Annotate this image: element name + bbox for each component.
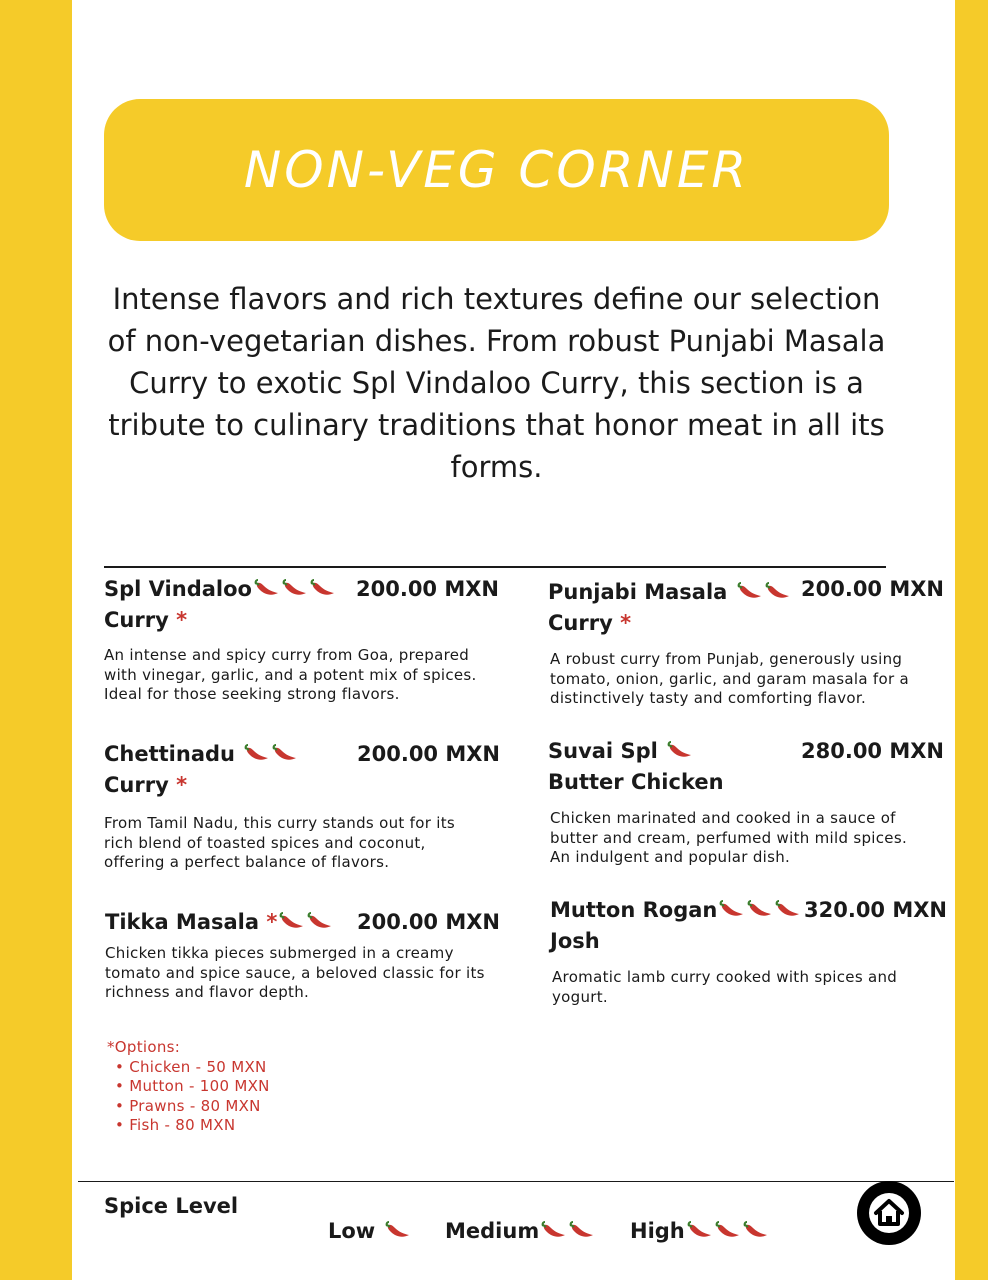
chili-pepper-icon [747,896,773,926]
option-item: • Chicken - 50 MXN [115,1058,270,1078]
item-name: Chettinadu Curry * [104,739,298,800]
bottom-divider [78,1181,954,1182]
item-price: 200.00 MXN [801,577,945,601]
options-list [107,1058,270,1136]
chili-pepper-icon [541,1220,567,1244]
item-description: An intense and spicy curry from Goa, prepared with vinegar, garlic, and a potent mix of spices. Ideal for those seeking strong flavors. [104,646,477,703]
item-description: Chicken marinated and cooked in a sauce of butter and cream, perfumed with mild spices. An indulgent and popular dish. [550,809,908,866]
item-price: 200.00 MXN [356,577,500,601]
menu-item-spl-vindaloo [104,574,500,714]
top-divider [104,566,886,568]
item-name: Suvai Spl Butter Chicken [548,739,724,794]
home-button[interactable] [857,1181,921,1245]
chili-pepper-icon [715,1220,741,1244]
menu-item-chettinadu [104,739,501,879]
options-title: *Options: [107,1038,181,1056]
chili-pepper-icon [765,578,791,608]
chili-pepper-icon [279,908,305,938]
chili-rating [242,742,298,766]
chili-pepper-icon [719,896,745,926]
chili-pepper-icon [775,896,801,926]
options-asterisk: * [620,611,632,635]
item-price: 200.00 MXN [357,910,501,934]
menu-item-tikka-masala [105,907,501,1007]
chili-rating [735,580,791,604]
options-asterisk: * [176,608,188,632]
chili-pepper-icon [687,1220,713,1244]
spice-legend-low: Low [328,1219,411,1244]
left-yellow-border [0,0,72,1280]
spice-legend-medium: Medium [445,1219,595,1244]
home-icon [867,1191,911,1235]
item-name: Spl Vindaloo Curry * [104,574,336,635]
chili-rating [277,910,333,934]
item-description: A robust curry from Punjab, generously using tomato, onion, garlic, and garam masala for a distinctively tasty and comforting flavor. [550,650,909,707]
spice-level-title: Spice Level [104,1194,239,1218]
options-asterisk: * [266,910,278,934]
item-price: 320.00 MXN [804,898,948,922]
item-description: From Tamil Nadu, this curry stands out for its rich blend of toasted spices and coconut, offering a perfect balance of flavors. [104,814,455,871]
item-name: Tikka Masala * [105,907,333,938]
option-item: • Fish - 80 MXN [115,1116,270,1136]
spice-legend-high: High [630,1219,769,1244]
chili-rating [717,898,801,922]
chili-pepper-icon [244,740,270,770]
chili-pepper-icon [385,1220,411,1244]
chili-rating [383,1219,411,1243]
option-item: • Prawns - 80 MXN [115,1097,270,1117]
menu-item-mutton-rogan-josh [550,895,948,1015]
section-title: NON-VEG CORNER [243,141,750,199]
chili-pepper-icon [307,908,333,938]
options-asterisk: * [176,773,188,797]
chili-rating [252,577,336,601]
chili-rating [665,739,693,763]
chili-rating [685,1219,769,1243]
item-description: Chicken tikka pieces submerged in a creamy tomato and spice sauce, a beloved classic for its richness and flavor depth. [105,944,485,1001]
chili-pepper-icon [254,575,280,605]
item-description: Aromatic lamb curry cooked with spices and yogurt. [552,968,898,1006]
chili-pepper-icon [737,578,763,608]
option-item: • Mutton - 100 MXN [115,1077,270,1097]
item-name: Punjabi Masala Curry * [548,577,791,638]
chili-pepper-icon [743,1220,769,1244]
chili-pepper-icon [272,740,298,770]
menu-item-punjabi-masala [548,577,945,717]
item-price: 200.00 MXN [357,742,501,766]
menu-item-butter-chicken [548,736,945,876]
chili-pepper-icon [569,1220,595,1244]
chili-pepper-icon [282,575,308,605]
section-banner [104,99,889,241]
options-note [107,1038,270,1136]
section-intro: Intense flavors and rich textures define our selection of non-vegetarian dishes. From robust Punjabi Masala Curry to exotic Spl Vindaloo Curry, this section is a tribute to culinary traditions that honor meat in all its forms. [107,282,886,484]
chili-pepper-icon [667,737,693,767]
item-name: Mutton Rogan Josh [550,895,801,956]
item-price: 280.00 MXN [801,739,945,763]
right-yellow-border [955,0,988,1280]
chili-pepper-icon [310,575,336,605]
chili-rating [539,1219,595,1243]
